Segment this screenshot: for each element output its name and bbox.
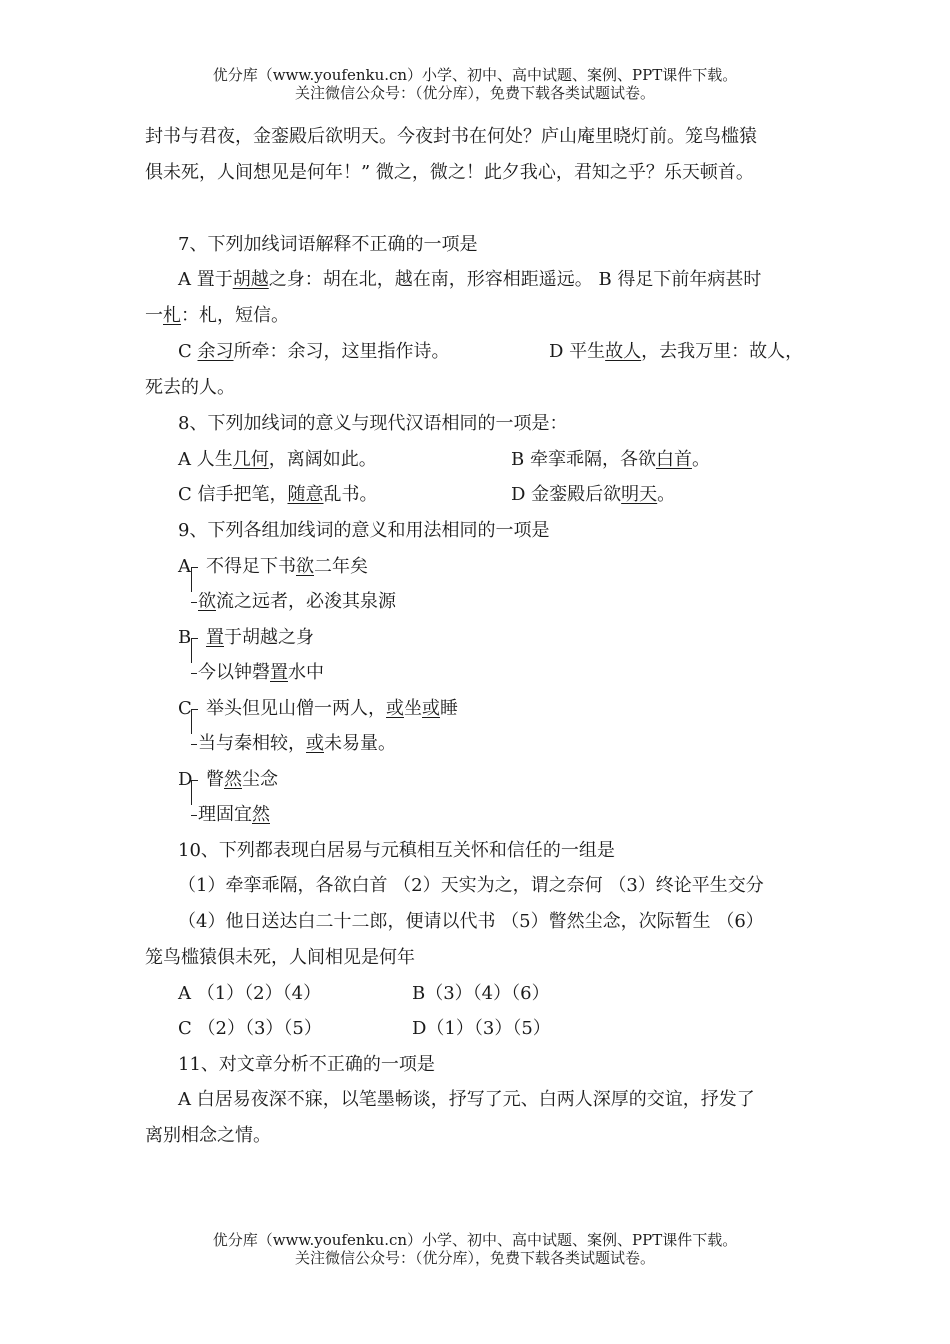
footer-line-1: 优分库（www.youfenku.cn）小学、初中、高中试题、案例、PPT课件下载。 xyxy=(212,1231,738,1249)
question-8-option-c: C 信手把笔，随意乱书。 xyxy=(178,484,378,505)
question-7-option-b-cont: 一札：札，短信。 xyxy=(145,305,289,326)
question-9-b-line-2: 今以钟磬置水中 xyxy=(198,662,324,683)
question-9-d-line-1: 瞥然尘念 xyxy=(206,769,278,790)
question-9-c-bracket-tick xyxy=(191,744,197,745)
question-11-option-a: A 白居易夜深不寐，以笔墨畅谈，抒写了元、白两人深厚的交谊，抒发了 xyxy=(178,1089,755,1110)
question-9-c-label: C xyxy=(178,698,192,719)
header-line-2: 关注微信公众号：（优分库），免费下载各类试题试卷。 xyxy=(294,84,655,102)
footer-line-2: 关注微信公众号：（优分库），免费下载各类试题试卷。 xyxy=(294,1249,655,1267)
question-9-b-label: B xyxy=(178,627,192,648)
question-11-option-a-cont: 离别相念之情。 xyxy=(145,1125,271,1146)
question-9-a-bracket xyxy=(191,567,198,592)
question-7-option-d: D 平生故人，去我万里：故人， xyxy=(549,341,804,362)
passage-line-2: 俱未死，人间想见是何年！” 微之，微之！此夕我心，君知之乎？乐天顿首。 xyxy=(145,162,754,183)
question-10-option-d: D（1）（3）（5） xyxy=(412,1018,551,1039)
page-header xyxy=(0,66,950,102)
question-10-items-3: 笼鸟槛猿俱未死，人间相见是何年 xyxy=(145,947,415,968)
header-line-1: 优分库（www.youfenku.cn）小学、初中、高中试题、案例、PPT课件下载。 xyxy=(212,66,738,84)
question-10-items-2: （4）他日送达白二十二郎，便请以代书 （5）瞥然尘念，次际暂生 （6） xyxy=(178,911,764,932)
question-7-option-a: A 置于胡越之身：胡在北，越在南，形容相距遥远。 B 得足下前年病甚时 xyxy=(178,269,762,290)
passage-line-1: 封书与君夜，金銮殿后欲明天。今夜封书在何处？庐山庵里晓灯前。笼鸟槛猿 xyxy=(145,126,757,147)
question-9-b-line-1: 置于胡越之身 xyxy=(206,627,314,648)
question-8-option-d: D 金銮殿后欲明天。 xyxy=(511,484,676,505)
question-7-option-c: C 余习所牵：余习，这里指作诗。 xyxy=(178,341,450,362)
question-7-stem: 7、下列加线词语解释不正确的一项是 xyxy=(178,234,478,255)
question-9-a-line-1: 不得足下书欲二年矣 xyxy=(206,556,368,577)
question-7-option-d-cont: 死去的人。 xyxy=(145,377,235,398)
question-9-d-line-2: 理固宜然 xyxy=(198,804,270,825)
question-9-c-line-1: 举头但见山僧一两人，或坐或睡 xyxy=(206,698,458,719)
question-9-stem: 9、下列各组加线词的意义和用法相同的一项是 xyxy=(178,520,550,541)
page-footer xyxy=(0,1231,950,1267)
question-10-items-1: （1）牵挛乖隔，各欲白首 （2）天实为之，谓之奈何 （3）终论平生交分 xyxy=(178,875,764,896)
question-8-stem: 8、下列加线词的意义与现代汉语相同的一项是： xyxy=(178,413,568,434)
question-8-option-b: B 牵挛乖隔，各欲白首。 xyxy=(511,449,710,470)
question-9-c-line-2: 当与秦相较，或未易量。 xyxy=(198,733,396,754)
question-9-a-line-2: 欲流之远者，必浚其泉源 xyxy=(198,591,396,612)
question-9-c-bracket xyxy=(191,709,198,734)
question-8-option-a: A 人生几何，离阔如此。 xyxy=(178,449,377,470)
question-9-a-bracket-tick xyxy=(191,602,197,603)
question-10-option-c: C （2）（3）（5） xyxy=(178,1018,322,1039)
question-9-d-bracket-tick xyxy=(191,815,197,816)
question-10-option-a: A （1）（2）（4） xyxy=(178,983,322,1004)
question-10-stem: 10、下列都表现白居易与元稹相互关怀和信任的一组是 xyxy=(178,840,615,861)
question-9-d-label: D xyxy=(178,769,193,790)
question-9-b-bracket xyxy=(191,638,198,663)
question-10-option-b: B（3）（4）（6） xyxy=(412,983,550,1004)
question-9-d-bracket xyxy=(191,780,198,805)
question-11-stem: 11、对文章分析不正确的一项是 xyxy=(178,1054,435,1075)
question-9-b-bracket-tick xyxy=(191,673,197,674)
question-9-a-label: A xyxy=(178,556,191,577)
